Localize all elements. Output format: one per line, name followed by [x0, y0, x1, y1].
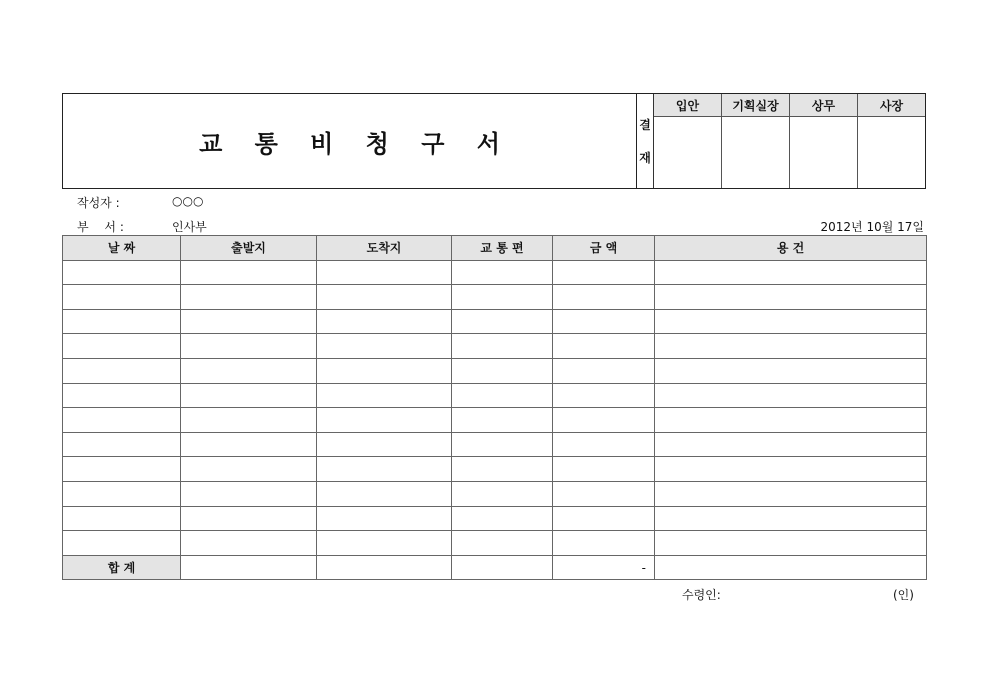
table-cell[interactable]	[63, 383, 181, 408]
table-cell[interactable]	[655, 506, 927, 531]
table-cell[interactable]	[317, 531, 452, 556]
table-cell[interactable]	[655, 260, 927, 285]
total-label: 합 계	[63, 555, 181, 580]
table-cell[interactable]	[655, 531, 927, 556]
table-row	[63, 334, 927, 359]
total-row	[63, 555, 927, 580]
table-cell[interactable]	[63, 358, 181, 383]
table-cell[interactable]	[181, 358, 317, 383]
sign-box-drafter[interactable]	[654, 117, 722, 188]
writer-value[interactable]: ○○○	[172, 194, 204, 208]
table-cell[interactable]	[63, 481, 181, 506]
table-cell[interactable]	[181, 383, 317, 408]
table-row	[63, 531, 927, 556]
table-cell[interactable]	[181, 408, 317, 433]
table-body	[63, 260, 927, 555]
table-cell[interactable]	[317, 555, 452, 580]
col-destination: 도착지	[317, 236, 452, 261]
table-cell[interactable]	[553, 457, 655, 482]
approval-label-top: 결	[639, 118, 651, 132]
table-cell[interactable]	[655, 457, 927, 482]
sign-box-managing-director[interactable]	[790, 117, 858, 188]
table-cell[interactable]	[452, 358, 553, 383]
table-row	[63, 506, 927, 531]
table-cell[interactable]	[655, 358, 927, 383]
table-cell[interactable]	[181, 309, 317, 334]
table-cell[interactable]	[452, 408, 553, 433]
table-cell[interactable]	[553, 358, 655, 383]
table-cell[interactable]	[63, 408, 181, 433]
table-cell[interactable]	[553, 260, 655, 285]
table-cell[interactable]	[317, 481, 452, 506]
table-cell[interactable]	[553, 408, 655, 433]
receiver-label: 수령인:	[682, 588, 721, 602]
col-purpose: 용 건	[655, 236, 927, 261]
form-header	[62, 93, 926, 189]
table-cell[interactable]	[317, 408, 452, 433]
table-cell[interactable]	[181, 260, 317, 285]
table-cell[interactable]	[63, 506, 181, 531]
table-row	[63, 408, 927, 433]
table-row	[63, 432, 927, 457]
table-cell[interactable]	[317, 334, 452, 359]
table-cell[interactable]	[317, 457, 452, 482]
table-cell[interactable]	[317, 383, 452, 408]
table-cell[interactable]	[317, 358, 452, 383]
table-row	[63, 285, 927, 310]
col-departure: 출발지	[181, 236, 317, 261]
table-row	[63, 383, 927, 408]
approver-planning-director: 기획실장	[722, 94, 790, 117]
approver-president: 사장	[858, 94, 925, 117]
col-transport: 교 통 편	[452, 236, 553, 261]
table-cell[interactable]	[63, 457, 181, 482]
approver-drafter: 입안	[654, 94, 722, 117]
table-cell[interactable]	[452, 531, 553, 556]
table-cell[interactable]	[63, 334, 181, 359]
writer-label: 작성자 :	[77, 196, 120, 210]
table-cell[interactable]	[553, 432, 655, 457]
table-cell[interactable]	[63, 432, 181, 457]
table-cell[interactable]	[452, 555, 553, 580]
table-cell[interactable]	[181, 432, 317, 457]
approval-label	[637, 94, 654, 188]
table-cell[interactable]	[553, 531, 655, 556]
table-cell[interactable]	[655, 481, 927, 506]
table-cell[interactable]	[181, 555, 317, 580]
table-cell[interactable]	[452, 285, 553, 310]
title-box	[63, 94, 637, 188]
table-cell[interactable]	[553, 383, 655, 408]
table-cell[interactable]	[655, 432, 927, 457]
table-cell[interactable]	[181, 531, 317, 556]
table-cell[interactable]	[317, 285, 452, 310]
table-cell[interactable]	[63, 309, 181, 334]
table-cell[interactable]	[452, 432, 553, 457]
table-cell[interactable]	[317, 260, 452, 285]
table-cell[interactable]	[553, 309, 655, 334]
col-date: 날 짜	[63, 236, 181, 261]
table-cell[interactable]	[452, 383, 553, 408]
table-cell[interactable]	[452, 457, 553, 482]
total-amount[interactable]: -	[553, 555, 655, 580]
table-cell[interactable]	[452, 334, 553, 359]
table-cell[interactable]	[452, 506, 553, 531]
table-cell[interactable]	[63, 260, 181, 285]
date-text[interactable]: 2012년 10월 17일	[820, 220, 924, 234]
table-cell[interactable]	[452, 309, 553, 334]
table-header-row	[63, 236, 927, 261]
table-cell[interactable]	[553, 285, 655, 310]
table-cell[interactable]	[63, 531, 181, 556]
table-cell[interactable]	[181, 334, 317, 359]
table-cell[interactable]	[181, 506, 317, 531]
table-cell[interactable]	[655, 285, 927, 310]
page-title: 교 통 비 청 구 서	[199, 129, 512, 158]
table-cell[interactable]	[452, 260, 553, 285]
sign-box-planning-director[interactable]	[722, 117, 790, 188]
department-value[interactable]: 인사부	[172, 220, 207, 234]
table-cell[interactable]	[655, 408, 927, 433]
table-row	[63, 260, 927, 285]
table-row	[63, 481, 927, 506]
table-cell[interactable]	[181, 457, 317, 482]
approval-label-bottom: 재	[639, 151, 651, 165]
table-cell[interactable]	[553, 334, 655, 359]
approver-managing-director: 상무	[790, 94, 858, 117]
seal-label: (인)	[893, 588, 914, 602]
col-amount: 금 액	[553, 236, 655, 261]
table-cell[interactable]	[655, 555, 927, 580]
table-cell[interactable]	[553, 481, 655, 506]
table-cell[interactable]	[317, 506, 452, 531]
table-cell[interactable]	[655, 334, 927, 359]
table-cell[interactable]	[655, 383, 927, 408]
table-cell[interactable]	[317, 432, 452, 457]
table-cell[interactable]	[317, 309, 452, 334]
expense-table	[62, 235, 927, 580]
table-cell[interactable]	[452, 481, 553, 506]
table-row	[63, 457, 927, 482]
approval-grid	[654, 94, 925, 188]
table-cell[interactable]	[63, 285, 181, 310]
table-row	[63, 309, 927, 334]
table-cell[interactable]	[553, 506, 655, 531]
department-label: 부 서 :	[77, 220, 124, 234]
sign-box-president[interactable]	[858, 117, 925, 188]
table-cell[interactable]	[181, 285, 317, 310]
table-row	[63, 358, 927, 383]
table-cell[interactable]	[655, 309, 927, 334]
table-cell[interactable]	[181, 481, 317, 506]
